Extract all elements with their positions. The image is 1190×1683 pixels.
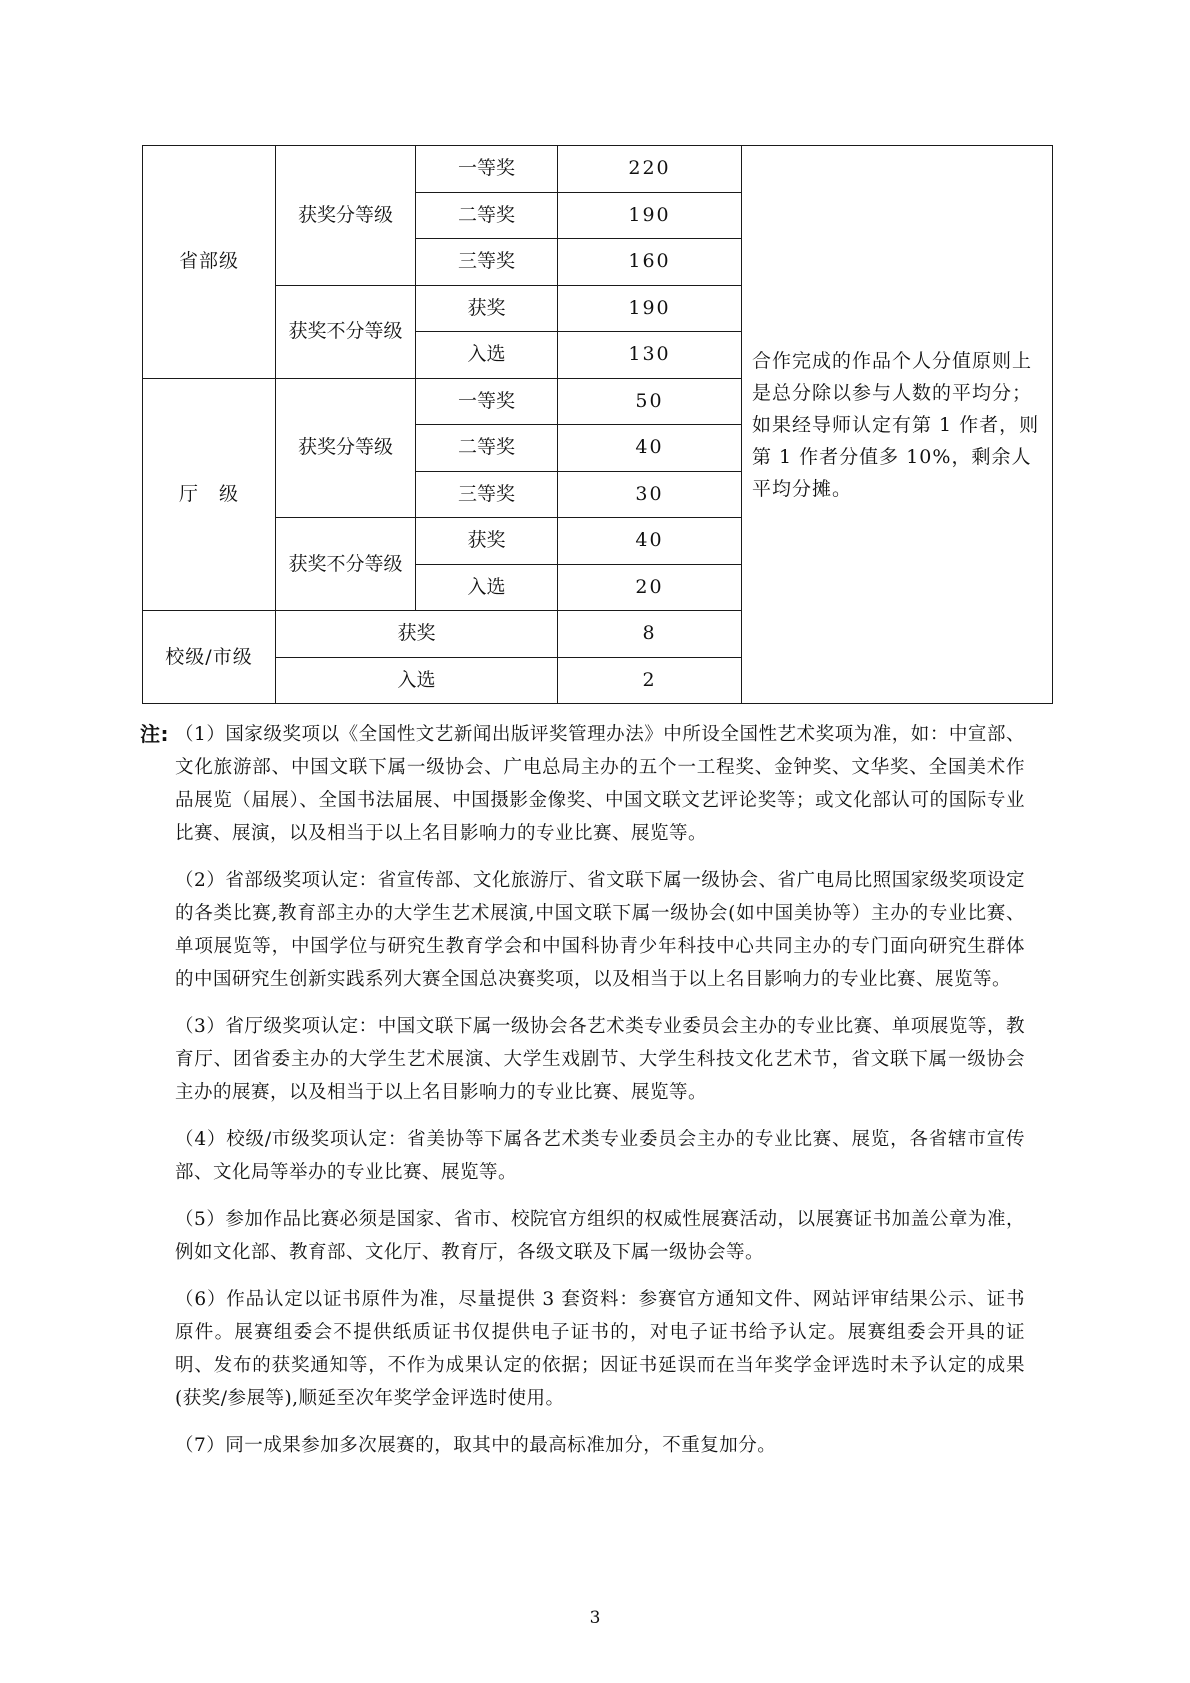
award-cell: 三等奖 [416,239,558,286]
score-cell: 8 [558,611,742,658]
level-department: 厅 级 [143,378,276,611]
score-cell: 190 [558,285,742,332]
note-text: （1）国家级奖项以《全国性文艺新闻出版评奖管理办法》中所设全国性艺术奖项为准，如：中宣部、文化旅游部、中国文联下属一级协会、广电总局主办的五个一工程奖、金钟奖、文华奖、全国美术作品展览（届展）、全国书法届展、中国摄影金像奖、中国文联文艺评论奖等；或文化部认可的国际专业比赛、展演，以及相当于以上名目影响力的专业比赛、展览等。 [175,724,1025,844]
score-cell: 220 [558,146,742,193]
award-cell: 二等奖 [416,192,558,239]
score-cell: 190 [558,192,742,239]
category-graded: 获奖分等级 [276,378,416,518]
score-cell: 160 [558,239,742,286]
award-cell: 获奖 [416,285,558,332]
remark-cell: 合作完成的作品个人分值原则上是总分除以参与人数的平均分；如果经导师认定有第 1 作者，则第 1 作者分值多 10%，剩余人平均分摊。 [742,146,1053,704]
score-cell: 40 [558,518,742,565]
level-school: 校级/市级 [143,611,276,704]
category-graded: 获奖分等级 [276,146,416,286]
category-ungraded: 获奖不分等级 [276,285,416,378]
note-paragraph [140,718,1025,850]
award-cell: 入选 [276,657,558,704]
award-cell: 获奖 [416,518,558,565]
level-provincial: 省部级 [143,146,276,379]
note-paragraph: （7）同一成果参加多次展赛的，取其中的最高标准加分，不重复加分。 [175,1435,777,1456]
note-paragraph: （4）校级/市级奖项认定：省美协等下属各艺术类专业委员会主办的专业比赛、展览，各省辖市宣传部、文化局等举办的专业比赛、展览等。 [175,1129,1025,1183]
award-cell: 二等奖 [416,425,558,472]
note-paragraph: （5）参加作品比赛必须是国家、省市、校院官方组织的权威性展赛活动，以展赛证书加盖公章为准，例如文化部、教育部、文化厅、教育厅，各级文联及下属一级协会等。 [175,1209,1025,1263]
page-number: 3 [589,1608,601,1628]
note-paragraph: （6）作品认定以证书原件为准，尽量提供 3 套资料：参赛官方通知文件、网站评审结果公示、证书原件。展赛组委会不提供纸质证书仅提供电子证书的，对电子证书给予认定。展赛组委会开具的证明、发布的获奖通知等，不作为成果认定的依据；因证书延误而在当年奖学金评选时未予认定的成果(获奖/参展等),顺延至次年奖学金评选时使用。 [175,1289,1025,1409]
table-row [143,146,1053,193]
score-cell: 20 [558,564,742,611]
score-cell: 50 [558,378,742,425]
score-cell: 30 [558,471,742,518]
notes-lead: 注: [140,722,169,746]
award-cell: 入选 [416,564,558,611]
note-paragraph: （3）省厅级奖项认定：中国文联下属一级协会各艺术类专业委员会主办的专业比赛、单项展览等，教育厅、团省委主办的大学生艺术展演、大学生戏剧节、大学生科技文化艺术节，省文联下属一级协会主办的展赛，以及相当于以上名目影响力的专业比赛、展览等。 [175,1016,1025,1103]
note-paragraph: （2）省部级奖项认定：省宣传部、文化旅游厅、省文联下属一级协会、省广电局比照国家级奖项设定的各类比赛,教育部主办的大学生艺术展演,中国文联下属一级协会(如中国美协等）主办的专业比赛、单项展览等，中国学位与研究生教育学会和中国科协青少年科技中心共同主办的专门面向研究生群体的中国研究生创新实践系列大赛全国总决赛奖项，以及相当于以上名目影响力的专业比赛、展览等。 [175,870,1025,990]
award-cell: 获奖 [276,611,558,658]
award-cell: 入选 [416,332,558,379]
score-cell: 40 [558,425,742,472]
score-cell: 2 [558,657,742,704]
award-cell: 三等奖 [416,471,558,518]
award-cell: 一等奖 [416,146,558,193]
score-cell: 130 [558,332,742,379]
award-cell: 一等奖 [416,378,558,425]
category-ungraded: 获奖不分等级 [276,518,416,611]
notes-section [140,718,1025,1476]
score-table [142,145,1053,704]
